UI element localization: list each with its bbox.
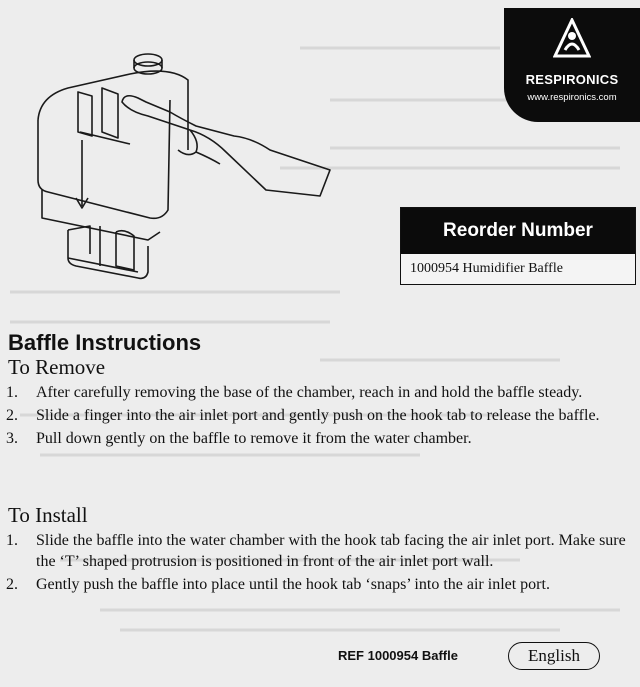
- ref-number: REF 1000954 Baffle: [338, 648, 458, 663]
- brand-url: www.respironics.com: [527, 92, 617, 103]
- install-steps: [0, 530, 632, 597]
- remove-heading: To Remove: [8, 355, 106, 379]
- list-item: [0, 530, 632, 572]
- remove-steps: [0, 382, 632, 451]
- language-badge: English: [508, 642, 600, 670]
- baffle-illustration: [20, 40, 340, 300]
- step-text: Slide a finger into the air inlet port and gently push on the hook tab to release the baffle.: [36, 407, 600, 424]
- reorder-number-box: [400, 207, 636, 285]
- step-number: 1.: [6, 532, 18, 549]
- respironics-logo-panel: [504, 8, 640, 122]
- step-text: After carefully removing the base of the chamber, reach in and hold the baffle steady.: [36, 384, 583, 401]
- brand-name: RESPIRONICS: [525, 72, 619, 87]
- step-number: 2.: [6, 576, 18, 593]
- page-title: Baffle Instructions: [8, 330, 202, 355]
- reorder-heading: Reorder Number: [401, 208, 635, 254]
- step-text: Gently push the baffle into place until the hook tab ‘snaps’ into the air inlet port.: [36, 576, 550, 593]
- step-text: Slide the baffle into the water chamber with the hook tab facing the air inlet port. Make sure the ‘T’ shaped protrusion is positioned in front of the air inlet port wall.: [36, 532, 626, 570]
- list-item: [0, 405, 632, 426]
- respironics-logo-icon: [553, 18, 591, 64]
- step-text: Pull down gently on the baffle to remove it from the water chamber.: [36, 430, 472, 447]
- install-heading: To Install: [8, 503, 88, 527]
- step-number: 1.: [6, 384, 18, 401]
- reorder-value: 1000954 Humidifier Baffle: [410, 261, 563, 276]
- list-item: [0, 382, 632, 403]
- step-number: 2.: [6, 407, 18, 424]
- list-item: [0, 574, 632, 595]
- list-item: [0, 428, 632, 449]
- step-number: 3.: [6, 430, 18, 447]
